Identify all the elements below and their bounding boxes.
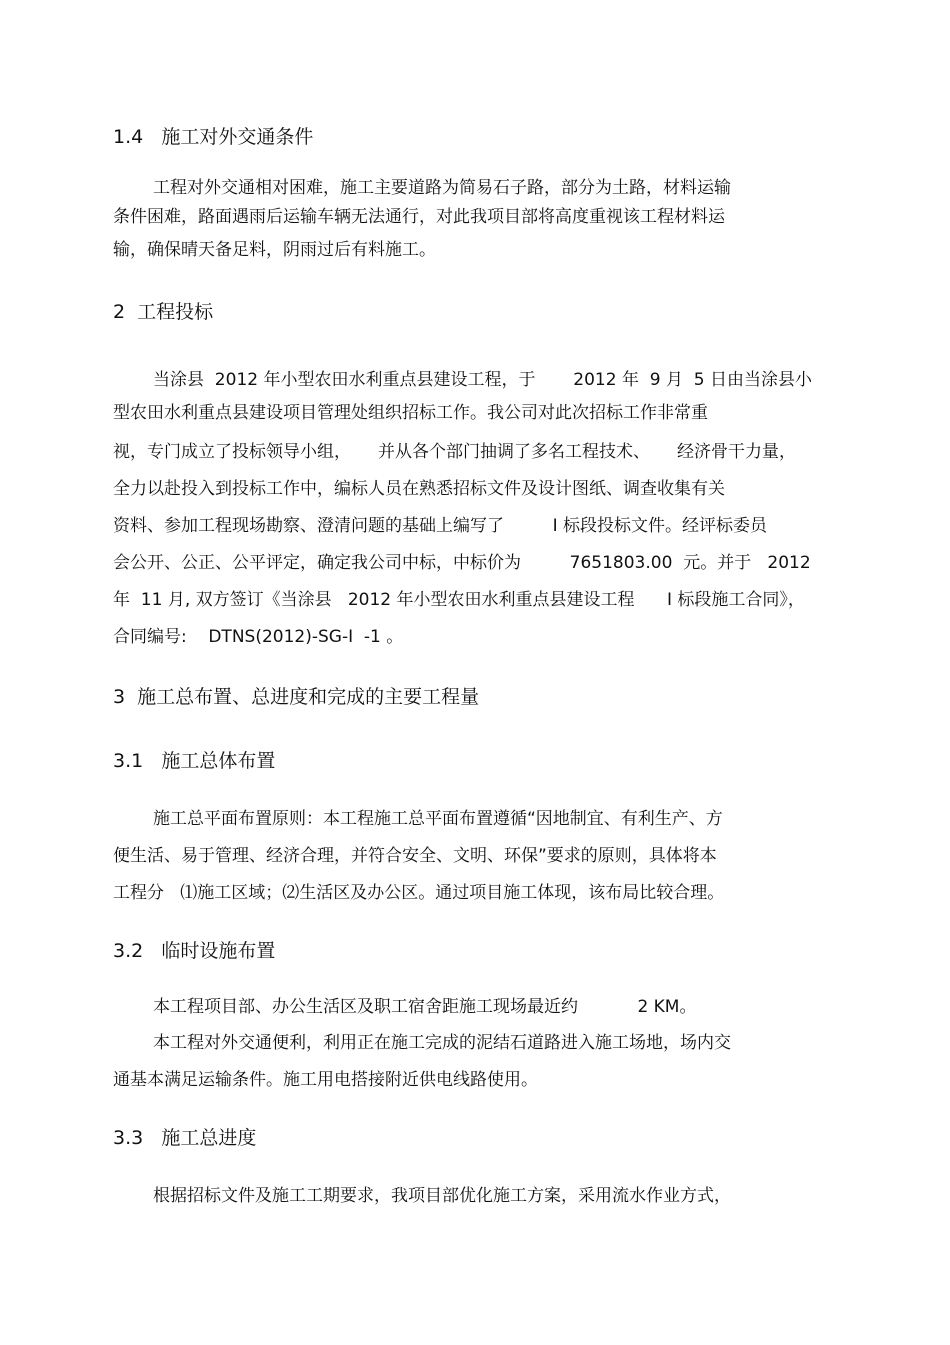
heading-3: 3 施工总布置、总进度和完成的主要工程量 — [113, 686, 480, 708]
heading-3-2: 3.2 临时设施布置 — [113, 940, 276, 962]
paragraph-line: 合同编号: DTNS(2012)-SG-Ⅰ -1 。 — [113, 627, 404, 647]
heading-2: 2 工程投标 — [113, 301, 214, 323]
paragraph-line: 工程对外交通相对困难，施工主要道路为简易石子路，部分为土路，材料运输 — [153, 178, 731, 198]
paragraph-line: 条件困难，路面遇雨后运输车辆无法通行，对此我项目部将高度重视该工程材料运 — [113, 207, 725, 227]
paragraph-line: 工程分 ⑴施工区域；⑵生活区及办公区。通过项目施工体现，该布局比较合理。 — [113, 883, 725, 903]
heading-3-1: 3.1 施工总体布置 — [113, 750, 276, 772]
paragraph-line: 资料、参加工程现场勘察、澄清问题的基础上编写了 Ⅰ 标段投标文件。经评标委员 — [113, 516, 768, 536]
paragraph-line: 本工程项目部、办公生活区及职工宿舍距施工现场最近约 2 KM。 — [153, 997, 697, 1017]
paragraph-line: 施工总平面布置原则：本工程施工总平面布置遵循“因地制宜、有利生产、方 — [153, 809, 723, 829]
paragraph-line: 全力以赴投入到投标工作中，编标人员在熟悉招标文件及设计图纸、调查收集有关 — [113, 479, 725, 499]
paragraph-line: 当涂县 2012 年小型农田水利重点县建设工程，于 2012 年 9 月 5 日由当涂县小 — [153, 370, 813, 390]
paragraph-line: 根据招标文件及施工工期要求，我项目部优化施工方案，采用流水作业方式， — [153, 1186, 731, 1206]
paragraph-line: 便生活、易于管理、经济合理，并符合安全、文明、环保”要求的原则，具体将本 — [113, 846, 717, 866]
paragraph-line: 型农田水利重点县建设项目管理处组织招标工作。我公司对此次招标工作非常重 — [113, 403, 708, 423]
paragraph-line: 会公开、公正、公平评定，确定我公司中标，中标价为 7651803.00 元。并于 2012 — [113, 553, 811, 573]
paragraph-line: 输，确保晴天备足料，阴雨过后有料施工。 — [113, 240, 436, 260]
paragraph-line: 年 11 月, 双方签订《当涂县 2012 年小型农田水利重点县建设工程 Ⅰ 标段施工合同》， — [113, 590, 805, 610]
heading-3-3: 3.3 施工总进度 — [113, 1127, 257, 1149]
heading-1-4: 1.4 施工对外交通条件 — [113, 126, 314, 148]
paragraph-line: 本工程对外交通便利，利用正在施工完成的泥结石道路进入施工场地，场内交 — [153, 1033, 731, 1053]
paragraph-line: 视，专门成立了投标领导小组， 并从各个部门抽调了多名工程技术、 经济骨干力量， — [113, 442, 797, 462]
paragraph-line: 通基本满足运输条件。施工用电搭接附近供电线路使用。 — [113, 1070, 538, 1090]
